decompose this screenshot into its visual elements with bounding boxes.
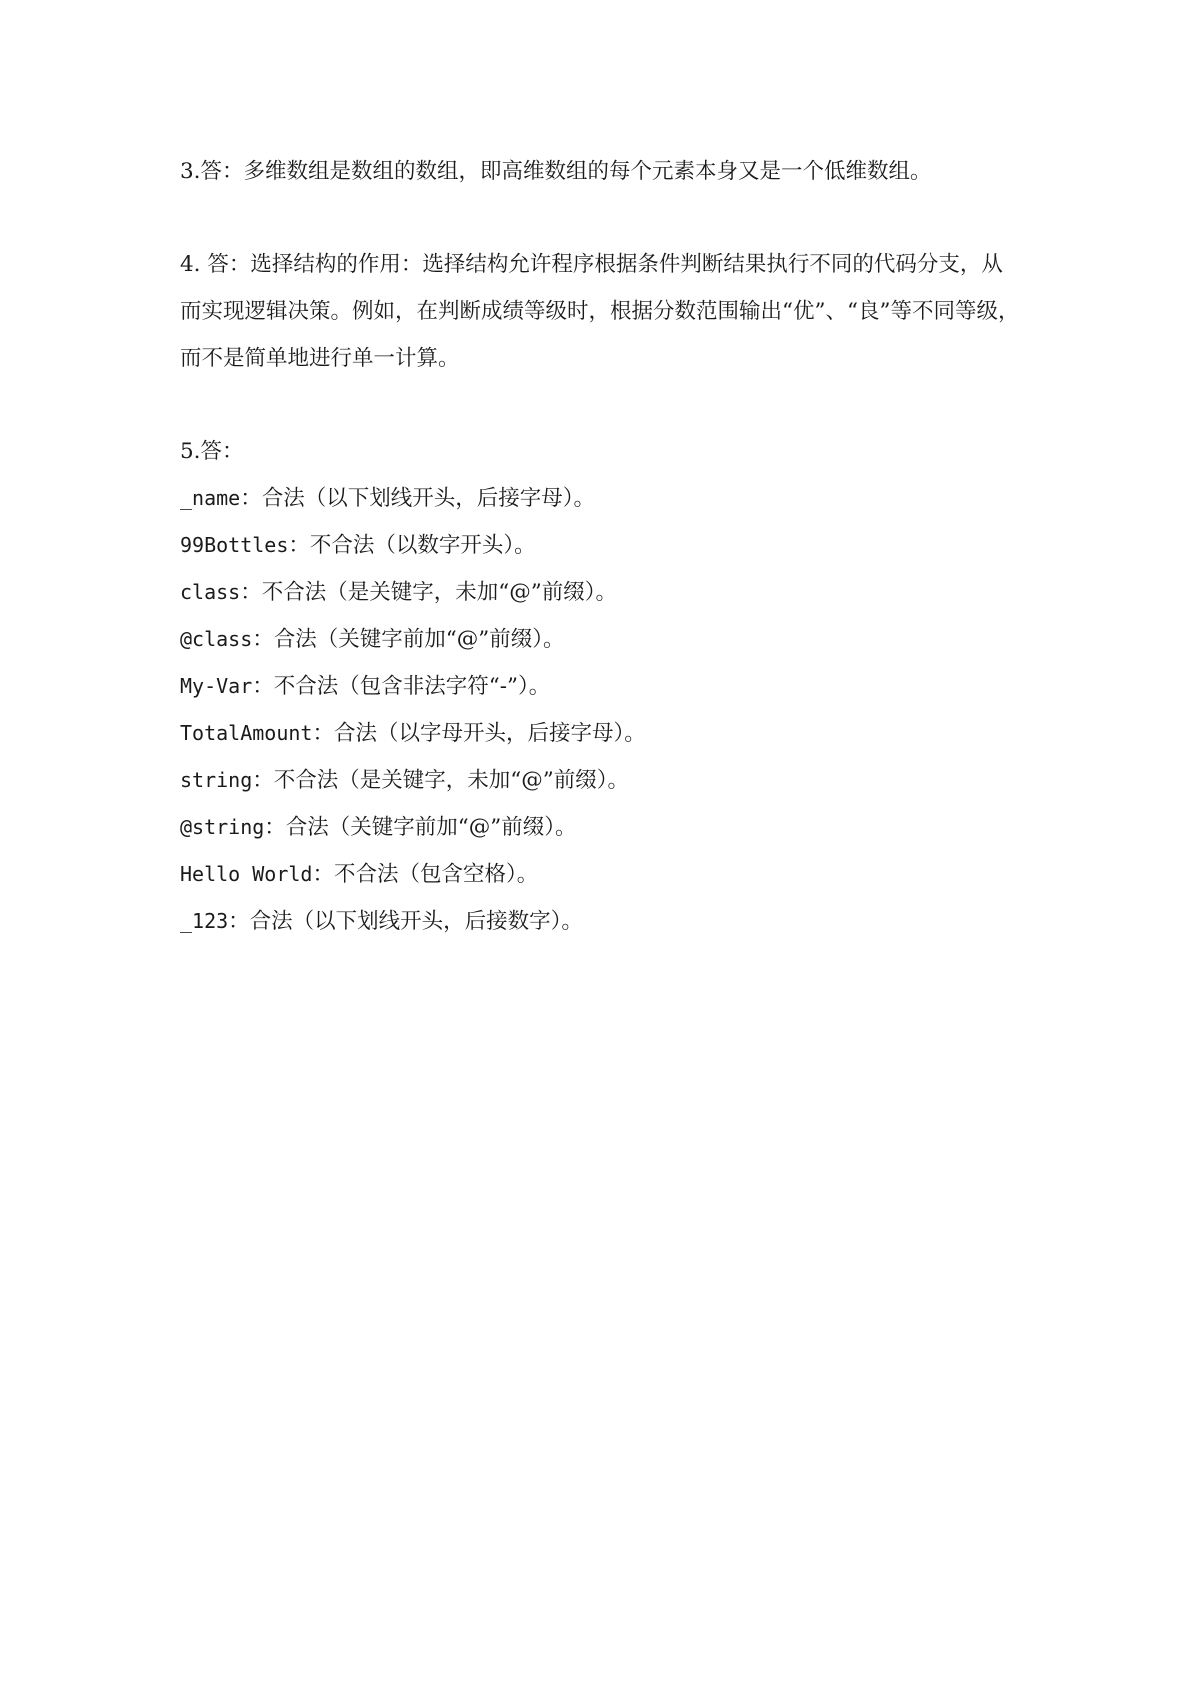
identifier-line <box>180 475 1020 522</box>
identifier-verdict: ：合法（以下划线开头，后接字母）。 <box>240 486 595 511</box>
answer-content <box>180 148 1020 945</box>
answer-4: 4. 答：选择结构的作用：选择结构允许程序根据条件判断结果执行不同的代码分支，从而实现逻辑决策。例如，在判断成绩等级时，根据分数范围输出“优”、“良”等不同等级，而不是简单地进行单一计算。 <box>180 252 1020 371</box>
identifier-line <box>180 804 1020 851</box>
identifier-name: @string <box>180 815 265 839</box>
identifier-line <box>180 898 1020 945</box>
identifier-verdict: ：合法（关键字前加“@”前缀）。 <box>264 815 577 840</box>
identifier-line <box>180 522 1020 569</box>
identifier-name: Hello World <box>180 862 313 886</box>
identifier-verdict: ：合法（关键字前加“@”前缀）。 <box>252 627 565 652</box>
identifier-verdict: ：不合法（包含空格）。 <box>312 862 539 887</box>
identifier-name: class <box>180 580 241 604</box>
identifier-name: @class <box>180 627 253 651</box>
identifier-verdict: ：不合法（包含非法字符“-”）。 <box>252 674 551 699</box>
identifier-verdict: ：合法（以下划线开头，后接数字）。 <box>228 909 583 934</box>
paragraph-gap <box>180 382 1020 428</box>
identifier-verdict: ：不合法（是关键字，未加“@”前缀）。 <box>252 768 629 793</box>
identifier-name: 99Bottles <box>180 533 289 557</box>
identifier-line <box>180 569 1020 616</box>
identifier-name: My-Var <box>180 674 253 698</box>
identifier-line <box>180 757 1020 804</box>
identifier-verdict: ：不合法（以数字开头）。 <box>288 533 536 558</box>
identifier-line <box>180 710 1020 757</box>
identifier-name: _name <box>180 486 241 510</box>
identifier-name: _123 <box>180 909 229 933</box>
answer-5-heading: 5.答： <box>180 439 244 464</box>
identifier-line <box>180 616 1020 663</box>
identifier-line <box>180 851 1020 898</box>
identifier-verdict: ：不合法（是关键字，未加“@”前缀）。 <box>240 580 617 605</box>
paragraph-gap <box>180 195 1020 241</box>
identifier-name: TotalAmount <box>180 721 313 745</box>
answer-3: 3.答：多维数组是数组的数组，即高维数组的每个元素本身又是一个低维数组。 <box>180 159 932 184</box>
identifier-line <box>180 663 1020 710</box>
identifier-verdict: ：合法（以字母开头，后接字母）。 <box>312 721 646 746</box>
identifier-list <box>180 475 1020 945</box>
identifier-name: string <box>180 768 253 792</box>
